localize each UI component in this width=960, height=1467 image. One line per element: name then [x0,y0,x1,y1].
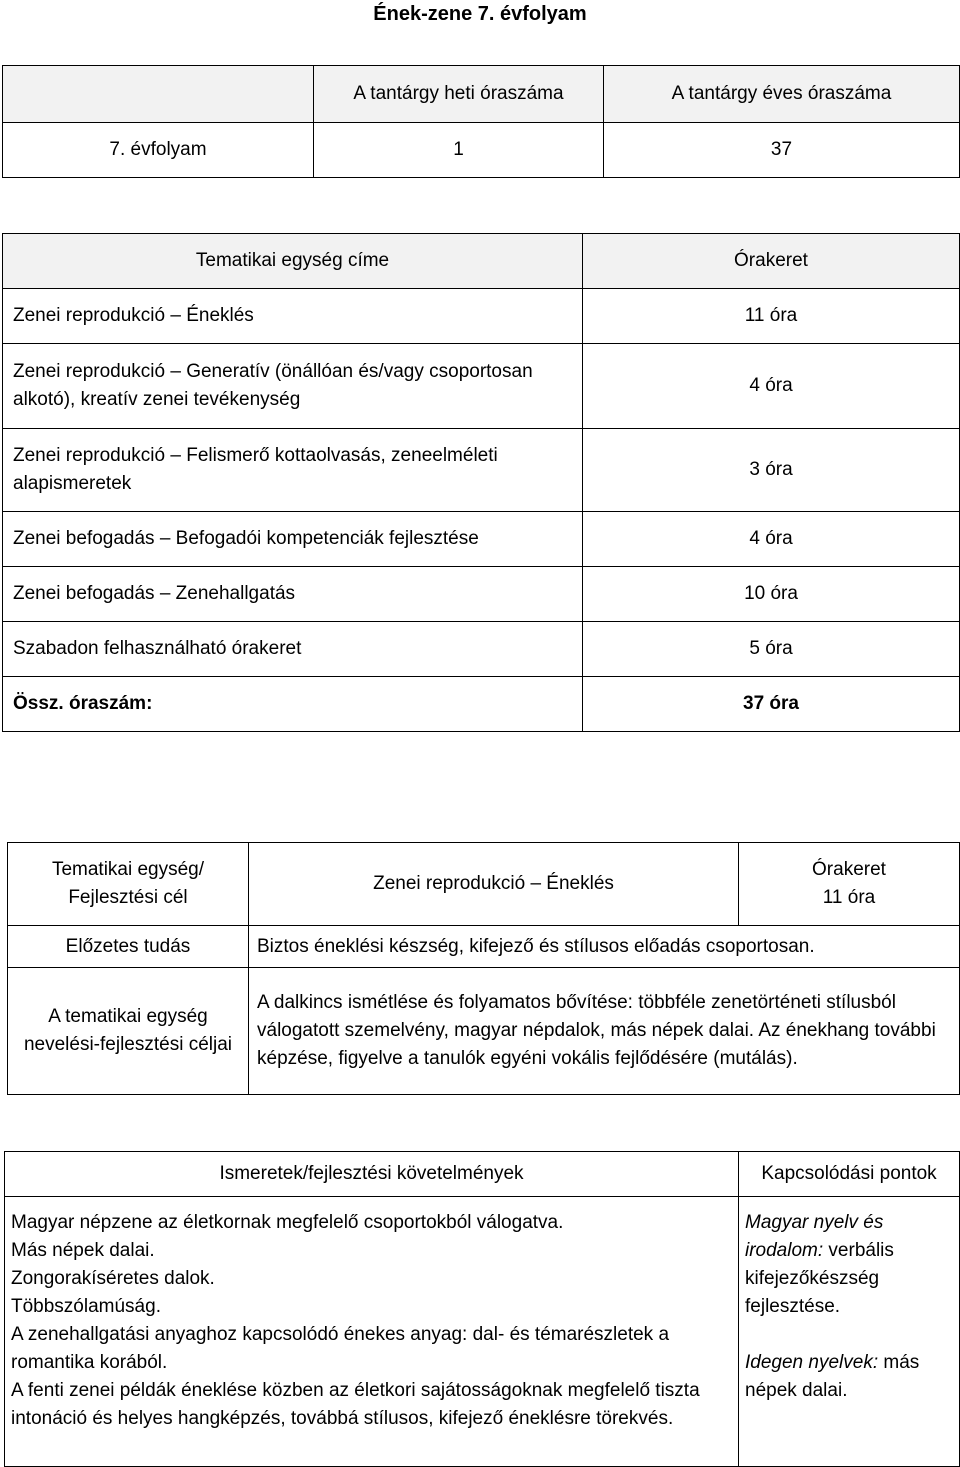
table-row [3,512,960,567]
weekly-hours-value: 1 [314,123,604,178]
connections-list [739,1197,960,1467]
document-title: Ének-zene 7. évfolyam [373,3,587,25]
aims-label-line: nevelési-fejlesztési céljai [23,1034,233,1055]
requirements-table [4,1151,960,1467]
unit-detail-title: Zenei reprodukció – Éneklés [249,843,739,926]
unit-title-header: Tematikai egység címe [3,234,583,289]
unit-name: Zenei befogadás – Zenehallgatás [3,567,583,622]
unit-detail-table [7,842,960,1095]
table-row [3,622,960,677]
requirement-item: A fenti zenei példák éneklése közben az életkori sajátosságoknak megfelelő tiszta intonáció és helyes hangképzés, továbbá stílusos, kifejező éneklésre törekvés. [11,1380,700,1429]
requirement-item: Zongorakíséretes dalok. [11,1268,215,1289]
connections-header: Kapcsolódási pontok [739,1152,960,1197]
aims-text: A dalkincs ismétlése és folyamatos bővítése: többféle zenetörténeti stílusból válogatott szemelvény, magyar népdalok, más népek dalai. Az énekhang további képzése, figyelve a tanulók egyéni vokális fejlődésére (mutálás). [249,968,960,1095]
unit-hours: 11 óra [583,289,960,344]
connection-text: verbális kifejezőkészség fejlesztése. [745,1240,894,1317]
yearly-hours-value: 37 [604,123,960,178]
prior-knowledge-label: Előzetes tudás [8,926,249,968]
requirement-item: A zenehallgatási anyaghoz kapcsolódó énekes anyag: dal- és témarészletek a romantika korából. [11,1324,670,1373]
hours-value: 11 óra [822,887,876,908]
units-header-row [3,234,960,289]
unit-name: Zenei reprodukció – Generatív (önállóan és/vagy csoportosan alkotó), kreatív zenei tevékenység [3,344,583,429]
connection-subject: Magyar nyelv és irodalom: [745,1212,884,1261]
requirements-header: Ismeretek/fejlesztési követelmények [5,1152,739,1197]
weekly-hours-header: A tantárgy heti óraszáma [314,66,604,123]
unit-detail-hours [739,843,960,926]
hours-table [2,65,960,178]
aims-label-line: A tematikai egység [48,1006,208,1027]
aims-row [8,968,960,1095]
requirement-item: Többszólamúság. [11,1296,161,1317]
table-row [3,567,960,622]
connection-subject: Idegen nyelvek: [745,1352,879,1373]
requirement-item: Magyar népzene az életkornak megfelelő csoportokból válogatva. [11,1212,564,1233]
unit-detail-header-row [8,843,960,926]
connection-item [745,1349,953,1405]
unit-hours: 10 óra [583,567,960,622]
goal-label [8,843,249,926]
goal-label-line: Fejlesztési cél [68,887,188,908]
table-row [3,344,960,429]
hours-row [3,123,960,178]
unit-name: Zenei reprodukció – Felismerő kottaolvasás, zeneelméleti alapismeretek [3,429,583,512]
units-table [2,233,960,732]
connection-text: más népek dalai. [745,1352,920,1401]
total-label: Össz. óraszám: [3,677,583,732]
unit-hours: 4 óra [583,512,960,567]
total-row [3,677,960,732]
unit-name: Szabadon felhasználható órakeret [3,622,583,677]
hours-header-row [3,66,960,123]
table-row [3,289,960,344]
yearly-hours-header: A tantárgy éves óraszáma [604,66,960,123]
requirements-header-row [5,1152,960,1197]
hours-label: Órakeret [812,859,886,880]
table-row [3,429,960,512]
goal-label-line: Tematikai egység/ [51,859,205,880]
connection-item [745,1209,953,1321]
total-hours: 37 óra [583,677,960,732]
hours-header-empty [3,66,314,123]
unit-hours: 3 óra [583,429,960,512]
prior-knowledge-text: Biztos éneklési készség, kifejező és stílusos előadás csoportosan. [249,926,960,968]
unit-hours: 5 óra [583,622,960,677]
requirements-row [5,1197,960,1467]
unit-name: Zenei reprodukció – Éneklés [3,289,583,344]
grade-label: 7. évfolyam [3,123,314,178]
unit-name: Zenei befogadás – Befogadói kompetenciák fejlesztése [3,512,583,567]
prior-knowledge-row [8,926,960,968]
unit-hours: 4 óra [583,344,960,429]
requirements-list [5,1197,739,1467]
unit-hours-header: Órakeret [583,234,960,289]
aims-label [8,968,249,1095]
requirement-item: Más népek dalai. [11,1240,155,1261]
